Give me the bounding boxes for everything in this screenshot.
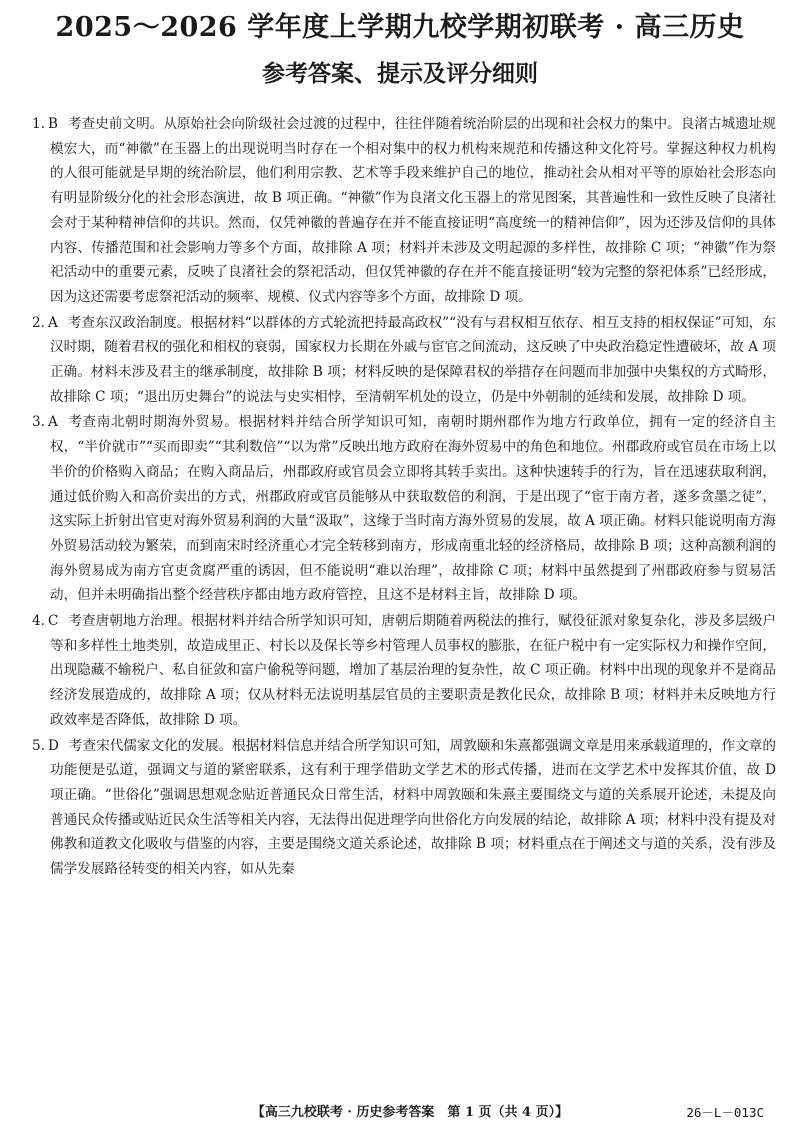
footer-doc-code: 26－L－013C <box>686 1105 764 1120</box>
item-explanation: 考查宋代儒家文化的发展。根据材料信息并结合所学知识可知，周敦颐和朱熹都强调文章是用来承载道理的，作文章的功能便是弘道，强调文与道的紧密联系，这有利于理学借助文学艺术的形式传播，进而在文学艺术中发挥其价值，故 D 项正确。“世俗化”强调思想观念贴近普通民众日常生活，材料中周敦颐和朱熹主要围绕文与道的关系展开论述，未提及向普通民众传播或贴近民众生活等相关内容，无法得出促进理学向世俗化方向发展的结论，故排除 A 项；材料中没有提及对佛教和道教文化吸收与借鉴的内容，主要是围绕文道关系论述，故排除 B 项；材料重点在于阐述文与道的关系，没有涉及儒学发展路径转变的相关内容，如从先秦 <box>50 737 776 878</box>
answer-item <box>32 311 776 410</box>
footer-page-info: 【高三九校联考 · 历史参考答案 第 1 页（共 4 页）】 <box>251 1105 569 1120</box>
item-number: 5. <box>32 737 45 754</box>
answer-item <box>32 410 776 608</box>
item-explanation: 考查史前文明。从原始社会向阶级社会过渡的过程中，往往伴随着统治阶层的出现和社会权力的集中。良渚古城遗址规模宏大，而“神徽”在玉器上的出现说明当时存在一个相对集中的权力机构来规范和传播这种文化符号。掌握这种权力机构的人很可能就是早期的统治阶层，他们利用宗教、艺术等手段来维护自己的地位，推动社会从相对平等的原始社会形态向有明显阶级分化的社会形态演进，故 B 项正确。“神徽”作为良渚文化玉器上的常见图案，其普遍性和一致性反映了良渚社会对于某种精神信仰的共识。然而，仅凭神徽的普遍存在并不能直接证明“高度统一的精神信仰”，因为还涉及信仰的具体内容、传播范围和社会影响力等多个方面，故排除 A 项；材料并未涉及文明起源的多样性，故排除 C 项；“神徽”作为祭祀活动中的重要元素，反映了良渚社会的祭祀活动，但仅凭神徽的存在并不能直接证明“较为完整的祭祀体系”已经形成，因为这还需要考虑祭祀活动的频率、规模、仪式内容等多个方面，故排除 D 项。 <box>50 116 776 305</box>
answer-item <box>32 112 776 310</box>
item-answer: C <box>47 613 59 630</box>
item-number: 4. <box>32 613 45 630</box>
item-number: 1. <box>32 116 45 132</box>
item-number: 2. <box>32 314 45 331</box>
item-answer: A <box>47 314 58 331</box>
page-footer <box>0 1100 800 1126</box>
item-answer: B <box>47 116 58 132</box>
item-explanation: 考查南北朝时期海外贸易。根据材料并结合所学知识可知，南朝时期州郡作为地方行政单位，拥有一定的经济自主权，“半价就市”“买而即卖”“其利数倍”“以为常”反映出地方政府在海外贸易中的角色和地位。州郡政府或官员在市场上以半价的价格购入商品；在购入商品后，州郡政府或官员会立即将其转手卖出。这种快速转手的行为，旨在迅速获取利润，通过低价购入和高价卖出的方式，州郡政府或官员能够从中获取数倍的利润，于是出现了“宦于南方者，遂多贪墨之徒”，这实际上折射出官吏对海外贸易利润的大量“汲取”，这缘于当时南方海外贸易的发展，故 A 项正确。材料只能说明南方海外贸易活动较为繁荣，而到南宋时经济重心才完全转移到南方，形成南重北轻的经济格局，故排除 B 项；这种高额利润的海外贸易成为南方官吏贪腐严重的诱因，但不能说明“难以治理”，故排除 C 项；材料中虽然提到了州郡政府参与贸易活动，但并未明确指出整个经营秩序都由地方政府管控，且这不是材料主旨，故排除 D 项。 <box>50 414 776 604</box>
item-explanation: 考查东汉政治制度。根据材料“以群体的方式轮流把持最高政权”“没有与君权相互依存、相互支持的相权保证”可知，东汉时期，随着君权的强化和相权的衰弱，国家权力长期在外戚与宦官之间流动，这反映了中央政治稳定性遭破坏，故 A 项正确。材料未涉及君主的继承制度，故排除 B 项；材料反映的是保障君权的举措存在问题而非加强中央集权的方式畸形，故排除 C 项；“退出历史舞台”的说法与史实相悖，至清朝军机处的设立，仍是中外朝制的延续和发展，故排除 D 项。 <box>50 314 776 405</box>
item-number: 3. <box>32 414 45 431</box>
item-explanation: 考查唐朝地方治理。根据材料并结合所学知识可知，唐朝后期随着两税法的推行，赋役征派对象复杂化，涉及多层级户等和多样性土地类别，故造成里正、村长以及保长等乡村管理人员事权的膨胀，在征户税中有一定实际权力和操作空间，出现隐藏不输税户、私自征敛和富户偷税等问题，增加了基层治理的复杂性，故 C 项正确。材料中出现的现象并不是商品经济发展造成的，故排除 A 项；仅从材料无法说明基层官员的主要职责是教化民众，故排除 B 项；材料并未反映地方行政效率是否降低，故排除 D 项。 <box>50 613 776 728</box>
page-subtitle: 参考答案、提示及评分细则 <box>262 60 538 87</box>
item-answer: A <box>47 414 58 431</box>
page-title: 2025～2026 学年度上学期九校学期初联考 · 高三历史 <box>55 12 745 43</box>
answer-list <box>32 112 776 882</box>
answer-item <box>32 734 776 882</box>
answer-item <box>32 609 776 733</box>
item-answer: D <box>47 737 59 754</box>
